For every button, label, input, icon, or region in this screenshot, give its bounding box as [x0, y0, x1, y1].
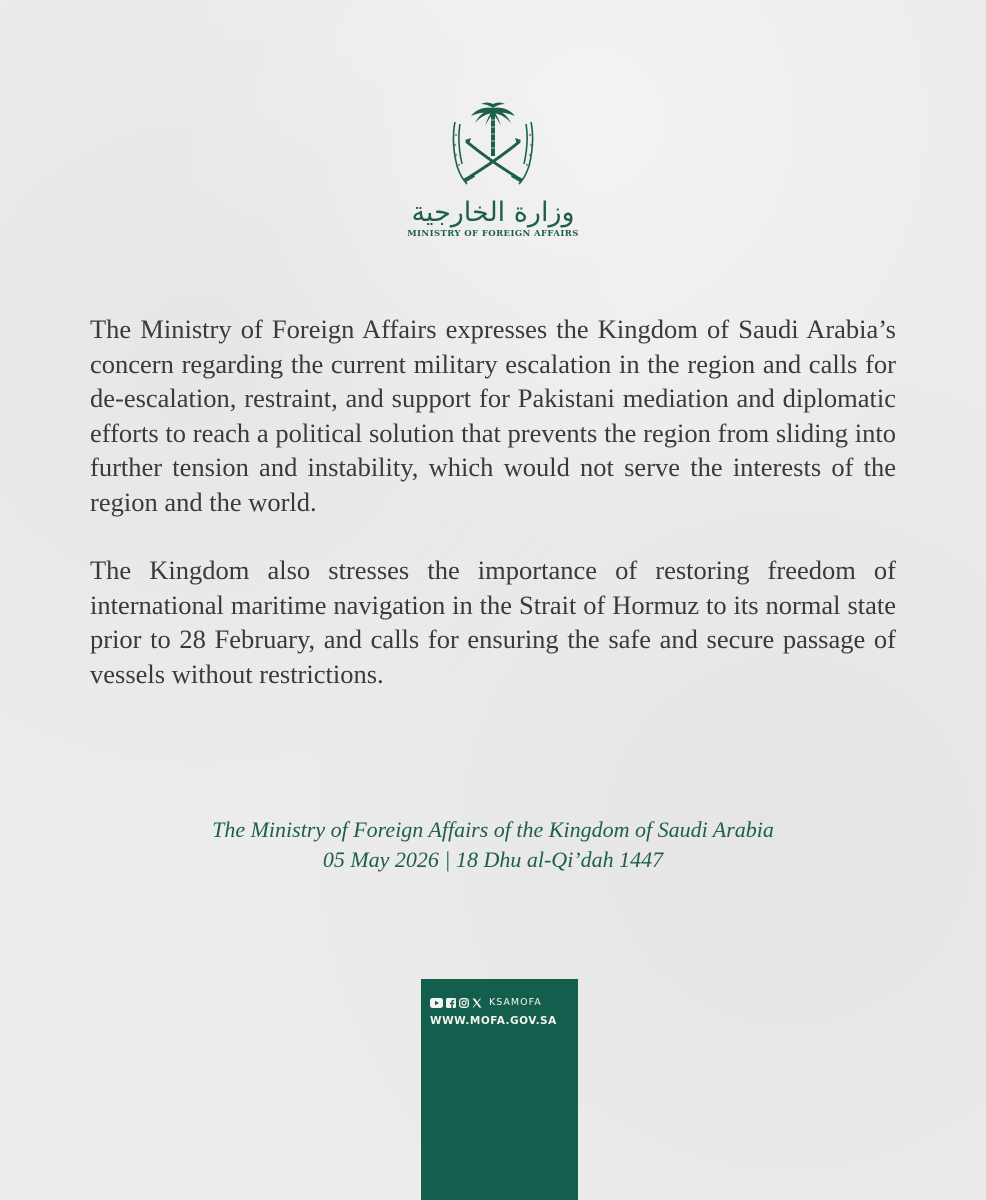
x-icon[interactable]	[472, 998, 482, 1008]
signature-issuer: The Ministry of Foreign Affairs of the Kingdom of Saudi Arabia	[212, 817, 774, 842]
logo-arabic-name: وزارة الخارجية	[411, 197, 575, 228]
saudi-emblem-icon	[443, 100, 543, 195]
statement-paragraph-1: The Ministry of Foreign Affairs expresses the Kingdom of Saudi Arabia’s concern regarding the current military escalation in the region and calls for de-escalation, restraint, and support for Pakistani mediation and diplomatic efforts to reach a political solution that prevents the region from sliding into further tension and instability, which would not serve the interests of the region and the world.	[90, 314, 896, 517]
social-links	[430, 997, 542, 1008]
statement-body	[90, 312, 896, 725]
instagram-icon[interactable]	[459, 998, 469, 1008]
social-handle: KSAMOFA	[489, 997, 542, 1008]
facebook-icon[interactable]	[446, 998, 456, 1008]
footer-panel	[421, 979, 578, 1200]
signature-block	[0, 815, 986, 875]
statement-paragraph-2: The Kingdom also stresses the importance of restoring freedom of international maritime navigation in the Strait of Hormuz to its normal state prior to 28 February, and calls for ensuring the safe and secure passage of vessels without restrictions.	[90, 555, 896, 689]
logo-english-name: MINISTRY OF FOREIGN AFFAIRS	[407, 229, 579, 239]
ministry-logo	[0, 100, 986, 239]
signature-date: 05 May 2026 | 18 Dhu al-Qi’dah 1447	[322, 847, 664, 872]
youtube-icon[interactable]	[430, 998, 443, 1008]
website-link[interactable]: WWW.MOFA.GOV.SA	[430, 1015, 557, 1027]
